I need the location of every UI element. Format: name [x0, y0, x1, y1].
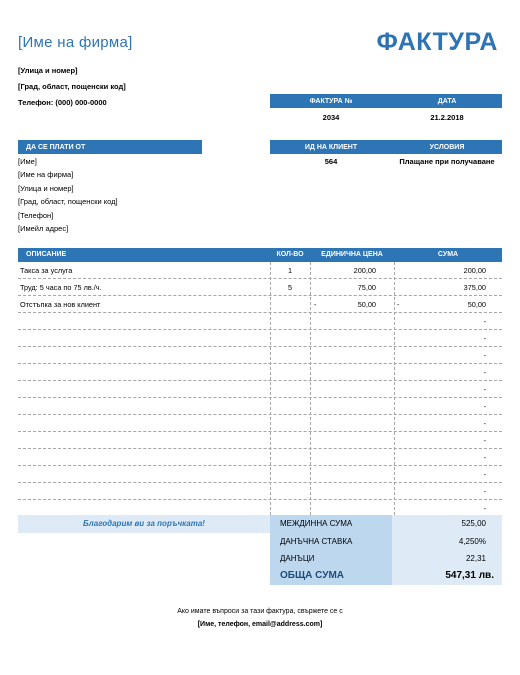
row-description: Труд: 5 часа по 75 лв./ч.: [20, 283, 102, 292]
row-amount: -: [483, 385, 486, 394]
bill-to-label: ДА СЕ ПЛАТИ ОТ: [26, 143, 86, 151]
client-id: 564: [324, 157, 338, 166]
table-row: [18, 483, 502, 500]
row-unit-price: 75,00: [357, 283, 376, 292]
row-unit-price: [310, 364, 376, 381]
row-amount: -: [483, 368, 486, 377]
row-description: Такса за услуга: [20, 266, 73, 275]
row-unit-price: [310, 466, 376, 483]
row-amount: -: [483, 504, 486, 513]
row-quantity: [270, 432, 310, 449]
bill-to-city: [Град, област, пощенски код]: [18, 197, 118, 206]
row-amount: 375,00: [463, 283, 486, 292]
invoice-info-header: [270, 94, 502, 108]
company-street: [Улица и номер]: [18, 66, 78, 75]
row-amount: -: [483, 317, 486, 326]
row-quantity: [270, 483, 310, 500]
column-divider: [310, 262, 311, 515]
client-info-header: [270, 140, 502, 154]
row-quantity: 1: [287, 266, 293, 275]
company-city: [Град, област, пощенски код]: [18, 82, 126, 91]
bill-to-street: [Улица и номер]: [18, 184, 74, 193]
row-amount: -: [483, 470, 486, 479]
invoice-number-label: ФАКТУРА №: [309, 97, 353, 105]
row-amount: -: [483, 436, 486, 445]
subtotal-label: МЕЖДИННА СУМА: [270, 515, 392, 533]
row-unit-price: [310, 398, 376, 415]
row-quantity: [270, 296, 310, 313]
total-value: 547,31 лв.: [392, 567, 502, 585]
col-unit-price: ЕДИНИЧНА ЦЕНА: [321, 251, 383, 258]
row-quantity: 5: [287, 283, 293, 292]
footer-question: Ако имате въпроси за тази фактура, свържете се с: [177, 608, 343, 615]
row-quantity: [270, 347, 310, 364]
row-quantity: [270, 364, 310, 381]
row-quantity: [270, 415, 310, 432]
row-amount: -: [483, 334, 486, 343]
row-amount: -: [483, 402, 486, 411]
table-row: [18, 449, 502, 466]
row-amount: -: [483, 487, 486, 496]
terms: Плащане при получаване: [399, 157, 495, 166]
row-unit-price: [310, 449, 376, 466]
table-row: [18, 296, 502, 313]
bill-to-phone: [Телефон]: [18, 211, 54, 220]
table-row: [18, 279, 502, 296]
bill-to-email: [Имейл адрес]: [18, 224, 69, 233]
table-row: [18, 432, 502, 449]
invoice-title: ФАКТУРА: [376, 28, 498, 56]
invoice-date-label: ДАТА: [437, 97, 457, 105]
row-unit-price: [310, 330, 376, 347]
bill-to-company: [Име на фирма]: [18, 170, 74, 179]
row-quantity: [270, 466, 310, 483]
terms-label: УСЛОВИЯ: [429, 143, 465, 151]
invoice-date: 21.2.2018: [430, 113, 464, 122]
items-table-header: [18, 248, 502, 262]
table-row: [18, 398, 502, 415]
row-unit-price: [310, 432, 376, 449]
tax-value: 22,31: [392, 550, 502, 567]
col-quantity: КОЛ-ВО: [276, 251, 304, 258]
subtotal-value: 525,00: [392, 515, 502, 533]
column-divider: [270, 262, 271, 515]
row-quantity: [270, 398, 310, 415]
row-quantity: [270, 449, 310, 466]
row-amount: 200,00: [463, 266, 486, 275]
col-amount: СУМА: [437, 251, 459, 258]
footer-contact: [Име, телефон, email@address.com]: [197, 621, 323, 628]
row-unit-price: [310, 415, 376, 432]
row-amount: -: [483, 453, 486, 462]
row-quantity: [270, 313, 310, 330]
company-phone: Телефон: (000) 000-0000: [18, 98, 107, 107]
tax-rate-value: 4,250%: [392, 533, 502, 550]
tax-rate-label: ДАНЪЧНА СТАВКА: [270, 533, 392, 550]
total-label: ОБЩА СУМА: [270, 567, 392, 585]
bill-to-header: [18, 140, 202, 154]
row-unit-price: 50,00: [357, 300, 376, 309]
table-row: [18, 415, 502, 432]
tax-label: ДАНЪЦИ: [270, 550, 392, 567]
row-quantity: [270, 381, 310, 398]
row-unit-price: [310, 483, 376, 500]
row-unit-price: [310, 313, 376, 330]
row-unit-price: [310, 347, 376, 364]
client-id-label: ИД НА КЛИЕНТ: [304, 143, 358, 151]
company-name: [Име на фирма]: [18, 34, 133, 51]
invoice-number: 2034: [322, 113, 340, 122]
row-amount: -: [483, 419, 486, 428]
table-row: [18, 262, 502, 279]
row-price-prefix: -: [314, 300, 317, 309]
column-divider: [394, 262, 395, 515]
table-row: [18, 347, 502, 364]
table-row: [18, 364, 502, 381]
col-description: ОПИСАНИЕ: [26, 251, 67, 258]
thank-you-message: Благодарим ви за поръчката!: [18, 515, 270, 533]
row-amount-prefix: -: [397, 300, 400, 309]
row-amount: -: [483, 351, 486, 360]
table-row: [18, 313, 502, 330]
row-quantity: [270, 330, 310, 347]
table-row: [18, 381, 502, 398]
table-row: [18, 330, 502, 347]
row-unit-price: 200,00: [353, 266, 376, 275]
table-row: [18, 466, 502, 483]
row-unit-price: [310, 381, 376, 398]
row-amount: 50,00: [467, 300, 486, 309]
bill-to-name: [Име]: [18, 157, 37, 166]
row-description: Отстъпка за нов клиент: [20, 300, 101, 309]
